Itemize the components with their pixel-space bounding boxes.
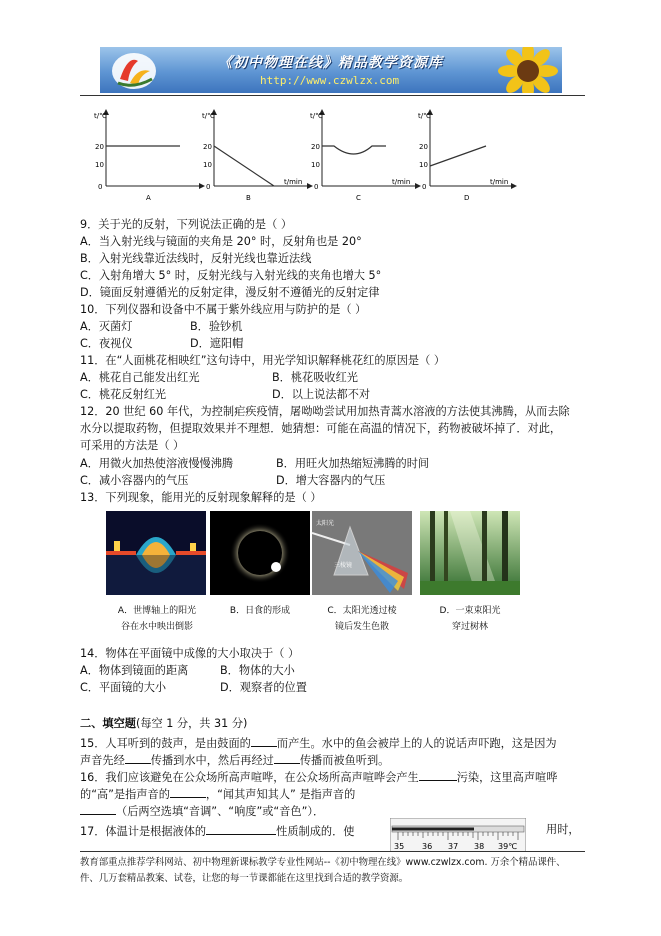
thermo-tick-38: 38	[474, 842, 485, 851]
y-axis-label-c: t/℃	[310, 112, 323, 120]
temperature-graphs	[86, 104, 526, 210]
section-2-title: 二、填空题	[80, 717, 136, 730]
q12-option-a: A．用微火加热使溶液慢慢沸腾	[80, 457, 234, 470]
sunflower-icon	[492, 47, 562, 93]
q17-blank-1[interactable]	[206, 822, 276, 835]
tick-0-c: 0	[314, 183, 319, 191]
q10-option-d: D．遮阳帽	[190, 337, 244, 350]
tick-10-a: 10	[95, 161, 104, 169]
tick-10-c: 10	[311, 161, 320, 169]
q16-text-5: （后两空选填“音调”、“响度”或“音色”）．	[116, 805, 325, 818]
tick-0-a: 0	[98, 183, 103, 191]
caption-a-line-2: 谷在水中映出倒影	[120, 622, 193, 632]
tick-20-c: 20	[311, 143, 320, 151]
q15-text-2: 而产生。水中的鱼会被岸上的人的说话声吓跑，这是因为	[276, 737, 557, 750]
tick-20-a: 20	[95, 143, 104, 151]
section-2-note: (每空 1 分，共 31 分)	[135, 717, 248, 730]
caption-a-line-1: A．世博轴上的阳光	[117, 606, 197, 616]
tick-20-d: 20	[419, 143, 428, 151]
logo-icon	[108, 49, 160, 91]
graph-d	[418, 110, 516, 202]
thermo-tick-37: 37	[448, 842, 459, 851]
graph-b	[202, 110, 312, 202]
x-axis-label-d: t/min	[490, 178, 509, 186]
photo-expo-axis-reflection	[106, 511, 206, 595]
prism-label-sunlight: 太阳光	[316, 520, 335, 527]
q14-option-a: A．物体到镜面的距离	[80, 664, 189, 677]
thermo-tick-39: 39℃	[498, 842, 518, 851]
footer-rule	[80, 851, 585, 852]
q15-text-5: 传播而被鱼听到。	[299, 754, 390, 767]
q15-text-1: 15．人耳听到的鼓声，是由鼓面的	[80, 737, 251, 750]
q12-option-d: D．增大容器内的气压	[276, 474, 386, 487]
q16-line-3	[80, 802, 324, 820]
q16-text-3: 的“高”是指声音的	[80, 788, 170, 801]
q10-stem: 10．下列仪器和设备中不属于紫外线应用与防护的是（ ）	[80, 303, 367, 316]
q12-option-c: C．减小容器内的气压	[80, 474, 189, 487]
photo-solar-eclipse	[210, 511, 310, 595]
banner-title: 《初中物理在线》精品教学资源库	[218, 55, 443, 71]
q12-line-1: 12．20 世纪 60 年代，为控制疟疾疫情，屠呦呦尝试用加热青蒿水溶液的方法使其沸腾，从而去除	[80, 405, 570, 418]
q12-option-b: B．用旺火加热缩短沸腾的时间	[276, 457, 430, 470]
q11-option-a: A．桃花自己能发出红光	[80, 371, 200, 384]
graph-c	[310, 110, 420, 202]
q14-option-b: B．物体的大小	[220, 664, 295, 677]
banner-url[interactable]: http://www.czwlzx.com	[260, 74, 400, 87]
caption-b-line-1: B．日食的形成	[229, 606, 291, 616]
q10-option-b: B．验钞机	[190, 320, 243, 333]
q16-line-1	[80, 768, 557, 786]
q12-line-3: 可采用的方法是（ ）	[80, 439, 185, 452]
q16-text-1: 16．我们应该避免在公众场所高声喧哗，在公众场所高声喧哗会产生	[80, 771, 419, 784]
footer-line-1	[80, 855, 565, 871]
tick-20-b: 20	[203, 143, 212, 151]
q12-line-2: 水分以提取药物，但提取效果并不理想．她猜想：可能在高温的情况下，药物被破坏掉了．对此，	[80, 422, 562, 435]
q15-blank-1[interactable]	[251, 734, 277, 747]
caption-c-line-1: C．太阳光透过棱	[327, 606, 397, 616]
q9-stem: 9．关于光的反射，下列说法正确的是（ ）	[80, 218, 293, 231]
thermo-tick-35: 35	[394, 842, 405, 851]
header-banner	[100, 47, 562, 93]
q17-text-2: 性质制成的．使	[276, 825, 355, 838]
graph-label-b: B	[246, 194, 251, 202]
q11-option-d: D．以上说法都不对	[272, 388, 371, 401]
q10-option-c: C．夜视仪	[80, 337, 133, 350]
q16-text-2: 污染，这里高声喧哗	[456, 771, 558, 784]
x-axis-label-b: t/min	[284, 178, 303, 186]
graph-a	[94, 110, 204, 202]
q9-option-a: A．当入射光线与镜面的夹角是 20° 时，反射角也是 20°	[80, 235, 362, 248]
header-rule	[80, 95, 585, 96]
q16-line-2	[80, 785, 355, 803]
q14-option-c: C．平面镜的大小	[80, 681, 167, 694]
photo-forest-sunbeams	[420, 511, 520, 595]
graph-label-a: A	[146, 194, 151, 202]
clinical-thermometer-image	[390, 818, 526, 852]
q9-option-c: C．入射角增大 5° 时，反射光线与入射光线的夹角也增大 5°	[80, 269, 382, 282]
prism-label-prism: 三棱镜	[334, 562, 353, 569]
q15-text-4: 传播到水中，然后再经过	[150, 754, 274, 767]
section-2-heading	[80, 716, 247, 732]
q9-option-b: B．入射光线靠近法线时，反射光线也靠近法线	[80, 252, 312, 265]
q11-option-b: B．桃花吸收红光	[272, 371, 358, 384]
photo-prism-dispersion	[312, 511, 412, 595]
q13-stem: 13．下列现象，能用光的反射现象解释的是（ ）	[80, 491, 322, 504]
tick-0-b: 0	[206, 183, 211, 191]
q15-line-2	[80, 751, 389, 769]
q15-blank-2[interactable]	[125, 751, 151, 764]
thermo-tick-36: 36	[422, 842, 433, 851]
tick-10-d: 10	[419, 161, 428, 169]
caption-c-line-2: 镜后发生色散	[334, 622, 389, 632]
q17-text-3: 用时，	[546, 823, 580, 836]
q17-text-1: 17．体温计是根据液体的	[80, 825, 207, 838]
q17-line-1	[80, 822, 354, 840]
q15-line-1	[80, 734, 557, 752]
footer-text-2: 万余个精品课件、	[490, 857, 566, 868]
x-axis-label-c: t/min	[392, 178, 411, 186]
footer-text-1: 教育部重点推荐学科网站、初中物理新课标教学专业性网站--《初中物理在线》www.czwlzx.com.	[80, 857, 488, 868]
q11-option-c: C．桃花反射红光	[80, 388, 167, 401]
caption-d-line-2: 穿过树林	[451, 622, 488, 632]
q16-blank-3[interactable]	[80, 802, 116, 815]
caption-d-line-1: D．一束束阳光	[439, 606, 501, 616]
q15-text-3: 声音先经	[80, 754, 125, 767]
q16-blank-1[interactable]	[419, 768, 457, 781]
q9-option-d: D．镜面反射遵循光的反射定律，漫反射不遵循光的反射定律	[80, 286, 380, 299]
q15-blank-3[interactable]	[274, 751, 300, 764]
q14-stem: 14．物体在平面镜中成像的大小取决于（ ）	[80, 647, 300, 660]
y-axis-label-d: t/℃	[418, 112, 431, 120]
tick-10-b: 10	[203, 161, 212, 169]
q11-stem: 11．在“人面桃花相映红”这句诗中，用光学知识解释桃花红的原因是（ ）	[80, 354, 446, 367]
y-axis-label-a: t/℃	[94, 112, 107, 120]
y-axis-label-b: t/℃	[202, 112, 215, 120]
q10-option-a: A．灭菌灯	[80, 320, 133, 333]
footer-ad	[80, 855, 565, 887]
tick-0-d: 0	[422, 183, 427, 191]
footer-line-2: 件、几万套精品教案、试卷，让您的每一节课都能在这里找到合适的教学资源。	[80, 873, 409, 884]
q14-option-d: D．观察者的位置	[220, 681, 307, 694]
q16-text-4: ，“闻其声知其人” 是指声音的	[205, 788, 356, 801]
graph-label-d: D	[464, 194, 470, 202]
q16-blank-2[interactable]	[170, 785, 206, 798]
graph-label-c: C	[356, 194, 361, 202]
